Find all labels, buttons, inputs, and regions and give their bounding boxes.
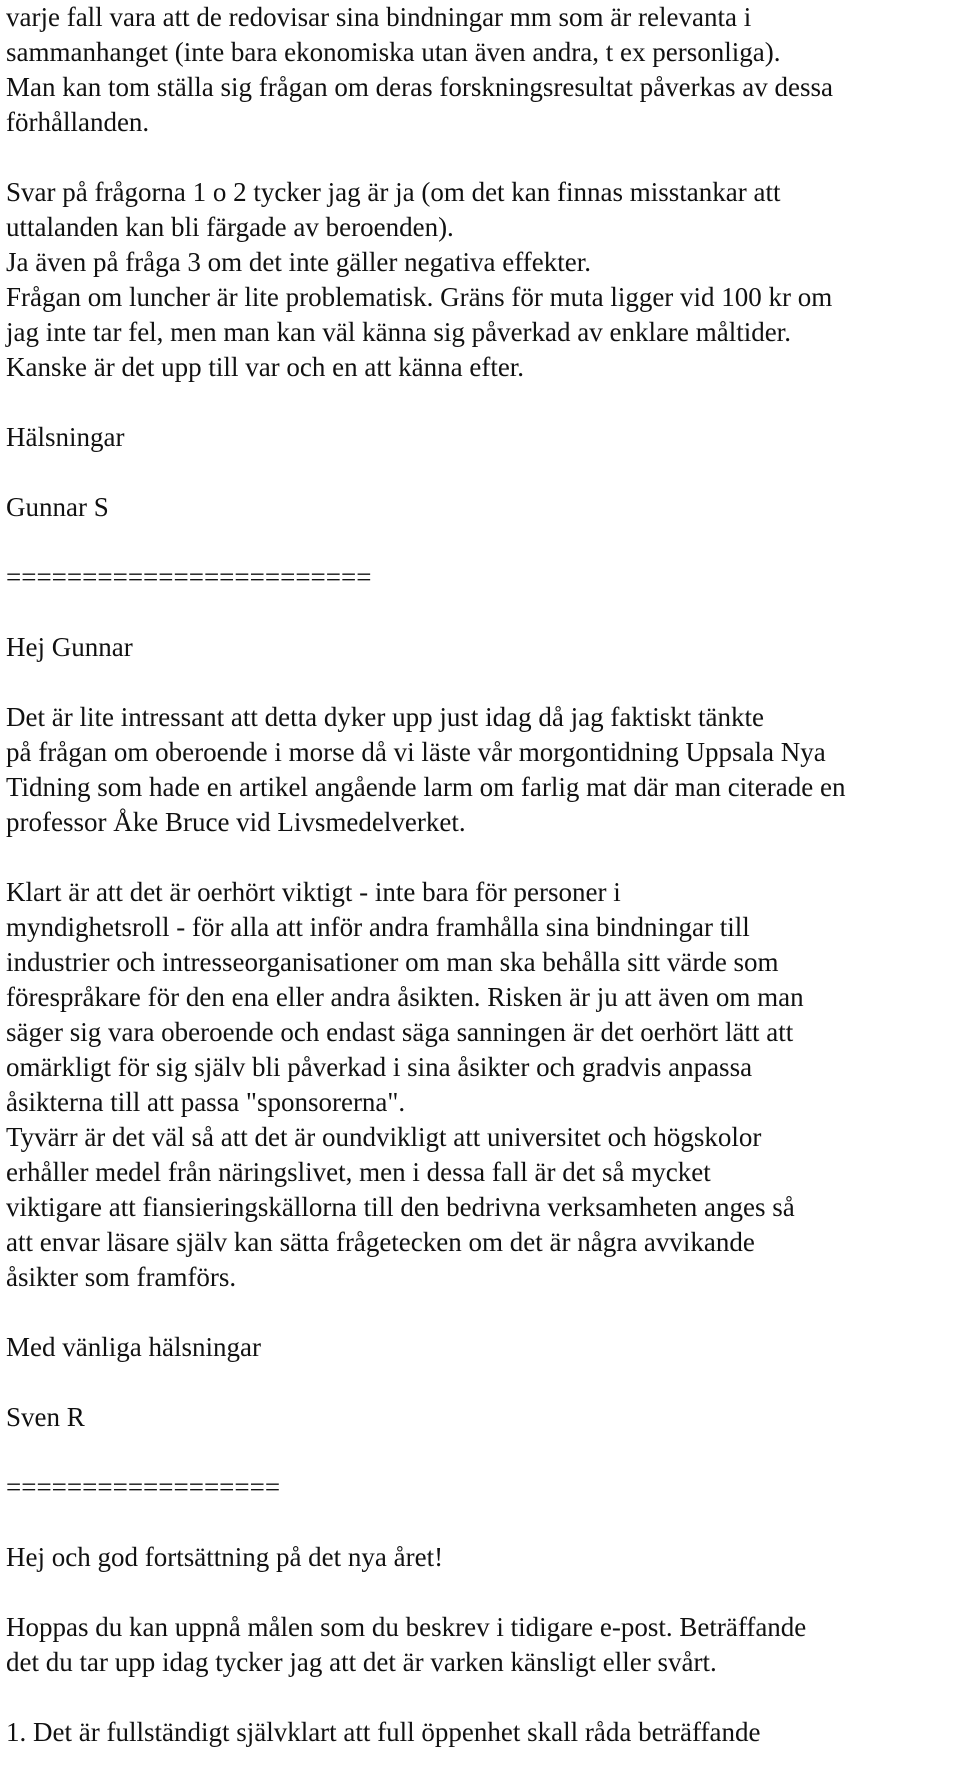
salutation-nya-aret: Hej och god fortsättning på det nya året! (6, 1542, 444, 1572)
text-line: förespråkare för den ena eller andra åsikten. Risken är ju att även om man (6, 982, 804, 1012)
paragraph-gap (6, 1295, 958, 1330)
text-line: industrier och intresseorganisationer om man ska behålla sitt värde som (6, 947, 779, 977)
paragraph-gap (6, 140, 958, 175)
text-line: varje fall vara att de redovisar sina bindningar mm som är relevanta i (6, 2, 752, 32)
text-line: Frågan om luncher är lite problematisk. Gräns för muta ligger vid 100 kr om (6, 282, 833, 312)
paragraph-gap (6, 525, 958, 560)
closing-greeting: Med vänliga hälsningar (6, 1332, 261, 1362)
paragraph-gap (6, 455, 958, 490)
paragraph-gap (6, 665, 958, 700)
paragraph-bindningar (6, 0, 958, 140)
text-line: uttalanden kan bli färgade av beroenden). (6, 212, 454, 242)
salutation-hej-gunnar: Hej Gunnar (6, 632, 133, 662)
text-line: Klart är att det är oerhört viktigt - inte bara för personer i (6, 877, 621, 907)
paragraph-gap (6, 1365, 958, 1400)
text-line: Ja även på fråga 3 om det inte gäller negativa effekter. (6, 247, 591, 277)
text-line: på frågan om oberoende i morse då vi läste vår morgontidning Uppsala Nya (6, 737, 826, 767)
text-line: sammanhanget (inte bara ekonomiska utan även andra, t ex personliga). (6, 37, 781, 67)
paragraph-gap (6, 595, 958, 630)
text-line: åsikter som framförs. (6, 1262, 237, 1292)
text-line: professor Åke Bruce vid Livsmedelverket. (6, 807, 466, 837)
text-line: förhållanden. (6, 107, 150, 137)
text-line: Kanske är det upp till var och en att känna efter. (6, 352, 525, 382)
paragraph-gap (6, 1435, 958, 1470)
signature-sven: Sven R (6, 1402, 85, 1432)
text-line: Det är lite intressant att detta dyker upp just idag då jag faktiskt tänkte (6, 702, 765, 732)
text-line: omärkligt för sig själv bli påverkad i sina åsikter och gradvis anpassa (6, 1052, 753, 1082)
separator-line: ======================== (6, 562, 372, 592)
text-line: Svar på frågorna 1 o 2 tycker jag är ja (om det kan finnas misstankar att (6, 177, 781, 207)
text-line: att envar läsare själv kan sätta frågetecken om det är några avvikande (6, 1227, 755, 1257)
signature-gunnar: Gunnar S (6, 492, 109, 522)
text-line: säger sig vara oberoende och endast säga sanningen är det oerhört lätt att (6, 1017, 794, 1047)
paragraph-gap (6, 1575, 958, 1610)
document-page (6, 0, 958, 1750)
text-line: erhåller medel från näringslivet, men i dessa fall är det så mycket (6, 1157, 711, 1187)
paragraph-gap (6, 1505, 958, 1540)
text-line: viktigare att fiansieringskällorna till den bedrivna verksamheten anges så (6, 1192, 795, 1222)
text-line: jag inte tar fel, men man kan väl känna sig påverkad av enklare måltider. (6, 317, 791, 347)
text-line: 1. Det är fullständigt självklart att full öppenhet skall råda beträffande (6, 1717, 761, 1747)
paragraph-gap (6, 385, 958, 420)
closing-greeting: Hälsningar (6, 422, 125, 452)
paragraph-svar (6, 175, 958, 385)
text-line: Man kan tom ställa sig frågan om deras forskningsresultat påverkas av dessa (6, 72, 834, 102)
text-line: Tidning som hade en artikel angående larm om farlig mat där man citerade en (6, 772, 846, 802)
text-line: myndighetsroll - för alla att inför andra framhålla sina bindningar till (6, 912, 750, 942)
text-line: åsikterna till att passa "sponsorerna". (6, 1087, 406, 1117)
separator-line: ================== (6, 1472, 281, 1502)
paragraph-intressant (6, 700, 958, 840)
paragraph-gap (6, 840, 958, 875)
text-line: Hoppas du kan uppnå målen som du beskrev i tidigare e-post. Beträffande (6, 1612, 807, 1642)
paragraph-klart (6, 875, 958, 1295)
paragraph-numbered-1 (6, 1715, 958, 1750)
paragraph-hoppas (6, 1610, 958, 1680)
text-line: det du tar upp idag tycker jag att det är varken känsligt eller svårt. (6, 1647, 717, 1677)
text-line: Tyvärr är det väl så att det är oundvikligt att universitet och högskolor (6, 1122, 762, 1152)
paragraph-gap (6, 1680, 958, 1715)
